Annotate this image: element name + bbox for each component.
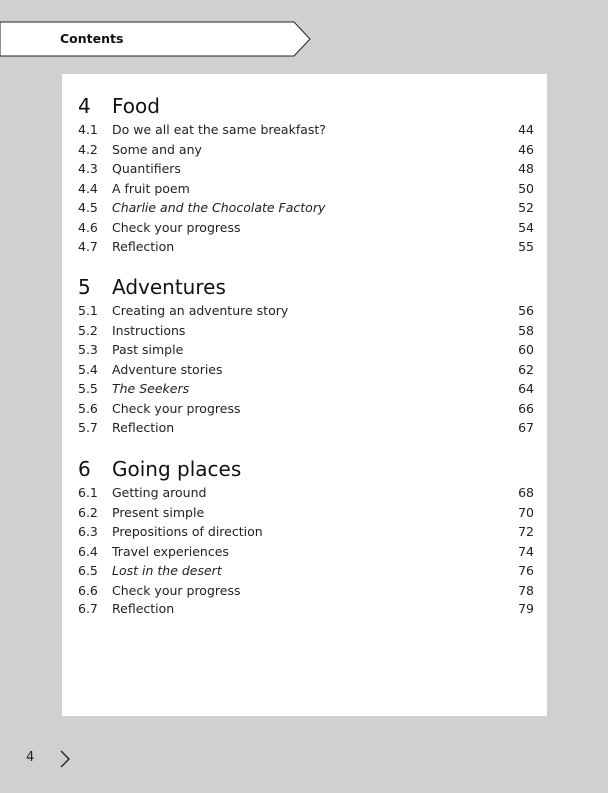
page-ref: 44 (518, 122, 534, 137)
lesson-number: 6.2 (78, 504, 98, 520)
page-ref: 50 (518, 180, 534, 196)
lesson-number: 4.5 (78, 200, 98, 215)
unit-number: 5 (78, 275, 91, 299)
page-ref: 46 (518, 141, 534, 157)
lesson-number: 5.3 (78, 342, 98, 357)
toc-row[interactable] (78, 561, 534, 580)
lesson-number: 6.5 (78, 563, 98, 578)
lesson-title: Check your progress (112, 219, 241, 235)
unit-number: 4 (78, 94, 91, 118)
lesson-title: Check your progress (112, 400, 241, 416)
toc-row[interactable] (78, 399, 534, 418)
toc-row[interactable] (78, 179, 534, 198)
page-ref: 76 (518, 563, 534, 578)
toc-row[interactable] (78, 599, 534, 618)
lesson-title: Travel experiences (112, 543, 229, 559)
toc-row[interactable] (78, 581, 534, 600)
page-ref: 68 (518, 485, 534, 500)
page-ref: 70 (518, 504, 534, 520)
toc-row[interactable] (78, 379, 534, 398)
header-title: Contents (60, 31, 124, 46)
toc-row[interactable] (78, 321, 534, 340)
toc-row[interactable] (78, 218, 534, 237)
lesson-number: 6.7 (78, 601, 98, 616)
lesson-number: 5.6 (78, 400, 98, 416)
page-ref: 52 (518, 200, 534, 215)
lesson-number: 6.1 (78, 485, 98, 500)
lesson-number: 6.6 (78, 582, 98, 598)
toc-row[interactable] (78, 237, 534, 256)
lesson-title: Reflection (112, 420, 175, 435)
lesson-number: 5.5 (78, 381, 98, 396)
unit-heading (78, 275, 226, 299)
page-ref: 74 (518, 543, 534, 559)
toc-row[interactable] (78, 418, 534, 437)
lesson-title: Getting around (112, 485, 207, 500)
page-ref: 72 (518, 524, 534, 539)
page-ref: 60 (518, 342, 534, 357)
toc-row[interactable] (78, 522, 534, 541)
lesson-title: Instructions (112, 322, 186, 338)
unit-number: 6 (78, 457, 91, 481)
lesson-title: Reflection (112, 239, 175, 254)
lesson-number: 4.6 (78, 219, 98, 235)
toc-row[interactable] (78, 198, 534, 217)
lesson-title: Quantifiers (112, 161, 181, 176)
lesson-title: Lost in the desert (112, 563, 222, 578)
toc-row[interactable] (78, 483, 534, 502)
lesson-number: 4.4 (78, 180, 98, 196)
lesson-title: Past simple (112, 342, 184, 357)
lesson-number: 4.3 (78, 161, 98, 176)
page-ref: 62 (518, 361, 534, 377)
lesson-number: 5.1 (78, 303, 98, 318)
page-number: 4 (26, 750, 35, 765)
header-tab (0, 20, 312, 58)
lesson-number: 4.2 (78, 141, 98, 157)
page-ref: 48 (518, 161, 534, 176)
page-ref: 67 (518, 420, 534, 435)
lesson-title: Check your progress (112, 582, 241, 598)
page-ref: 56 (518, 303, 534, 318)
lesson-number: 6.3 (78, 524, 98, 539)
toc-row[interactable] (78, 542, 534, 561)
page-ref: 64 (518, 381, 534, 396)
unit-heading (78, 457, 241, 481)
page-ref: 55 (518, 239, 534, 254)
toc-row[interactable] (78, 301, 534, 320)
lesson-title: Charlie and the Chocolate Factory (112, 200, 326, 215)
lesson-title: The Seekers (112, 381, 190, 396)
lesson-title: Some and any (112, 141, 202, 157)
toc-row[interactable] (78, 360, 534, 379)
page-ref: 78 (518, 582, 534, 598)
page-ref: 66 (518, 400, 534, 416)
unit-heading (78, 94, 160, 118)
lesson-number: 5.2 (78, 322, 98, 338)
lesson-title: Creating an adventure story (112, 303, 289, 318)
lesson-title: A fruit poem (112, 180, 190, 196)
toc-row[interactable] (78, 340, 534, 359)
toc-row[interactable] (78, 140, 534, 159)
chevron-right-icon[interactable] (58, 749, 72, 773)
page-ref: 54 (518, 219, 534, 235)
toc-row[interactable] (78, 120, 534, 139)
unit-title: Food (112, 94, 160, 118)
toc-row[interactable] (78, 159, 534, 178)
lesson-title: Present simple (112, 504, 205, 520)
unit-title: Adventures (112, 275, 226, 299)
lesson-number: 6.4 (78, 543, 98, 559)
lesson-title: Reflection (112, 601, 175, 616)
page-ref: 58 (518, 322, 534, 338)
lesson-title: Do we all eat the same breakfast? (112, 122, 326, 137)
header-tab-shape (0, 20, 312, 58)
toc-row[interactable] (78, 503, 534, 522)
lesson-number: 4.7 (78, 239, 98, 254)
page-ref: 79 (518, 601, 534, 616)
lesson-number: 5.7 (78, 420, 98, 435)
lesson-title: Prepositions of direction (112, 524, 263, 539)
lesson-title: Adventure stories (112, 361, 223, 377)
unit-title: Going places (112, 457, 242, 481)
lesson-number: 5.4 (78, 361, 98, 377)
lesson-number: 4.1 (78, 122, 98, 137)
